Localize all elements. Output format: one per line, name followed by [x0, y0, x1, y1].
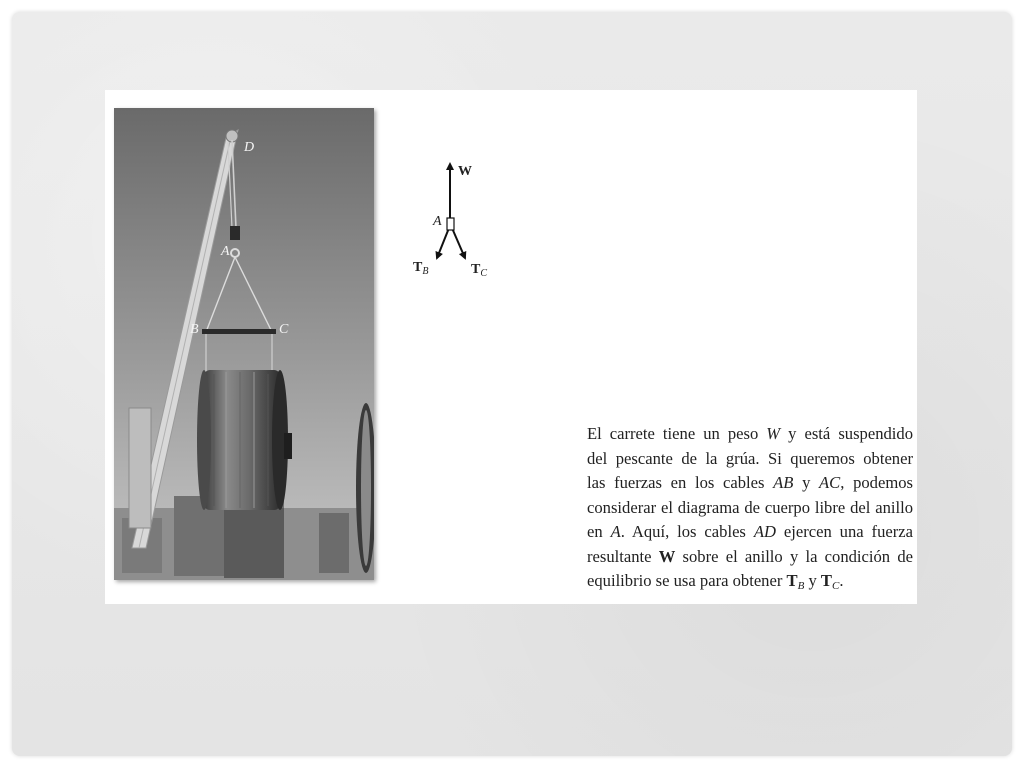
photo-label-a: A: [221, 244, 230, 259]
caption-line-6: resultante W sobre el anillo y la condición de: [587, 546, 913, 566]
caption-line-4: considerar el diagrama de cuerpo libre del anillo: [587, 497, 913, 517]
label-tb: $T_B$: [413, 260, 429, 277]
caption-line-3: las fuerzas en los cables AB y AC, podemos: [587, 473, 913, 492]
photo-label-b: B: [190, 322, 199, 337]
label-w: W: [458, 164, 472, 179]
ring-a: [447, 218, 454, 230]
free-body-diagram: [405, 150, 505, 290]
caption-line-1: El carrete tiene un peso W y está suspendido: [587, 424, 913, 443]
caption-line-5: en A. Aquí, los cables AD ejercen una fuerza: [587, 522, 913, 541]
caption-line-2: del pescante de la grúa. Si queremos obtener: [587, 448, 913, 468]
crane-photo: [114, 108, 374, 580]
caption-text: [587, 422, 917, 599]
tb-arrow: [437, 228, 449, 258]
content-panel: [105, 90, 917, 604]
label-tc: $T_C$: [471, 262, 488, 279]
photo-label-c: C: [279, 322, 289, 337]
photo-label-d: D: [244, 140, 255, 155]
slide-background: [12, 12, 1012, 756]
label-a: A: [433, 214, 442, 229]
tc-arrow: [452, 228, 465, 258]
crane-photo-drawing: [114, 108, 374, 580]
caption-line-7: equilibrio se usa para obtener $T_B$ y $T_C$.: [587, 571, 844, 592]
